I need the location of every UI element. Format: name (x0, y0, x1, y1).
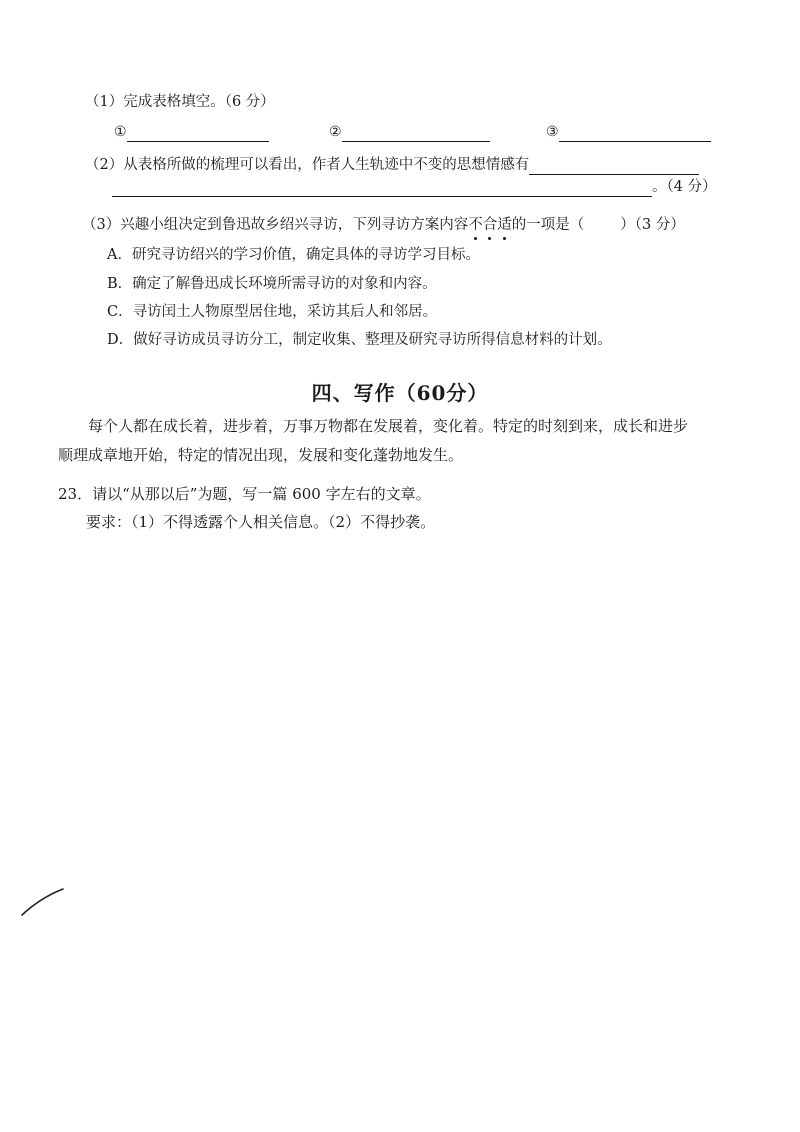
emphasis-char-2: 合 (482, 217, 498, 233)
question-3-suffix-a: 的一项是（ (511, 217, 585, 233)
question-1-text: （1）完成表格填空。（6 分） (85, 94, 275, 110)
question-3-suffix-b: ）（3 分） (620, 217, 685, 233)
option-c: C．寻访闰土人物原型居住地，采访其后人和邻居。 (107, 304, 438, 320)
emphasis-char-1: 不 (468, 217, 483, 233)
option-d: D．做好寻访成员寻访分工，制定收集、整理及研究寻访所得信息材料的计划。 (107, 332, 612, 348)
blank-2-marker: ② (329, 124, 342, 140)
section-title: 四、写作（60分） (311, 381, 489, 405)
question-23: 23．请以“从那以后”为题，写一篇 600 字左右的文章。 (58, 485, 431, 503)
blank-1-marker: ① (114, 124, 127, 140)
writing-intro-line-1: 每个人都在成长着，进步着，万事万物都在发展着，变化着。特定的时刻到来，成长和进步 (88, 417, 689, 435)
blank-3-marker: ③ (546, 124, 559, 140)
question-2-tail: 。（4 分） (652, 179, 717, 195)
writing-requirements: 要求：（1）不得透露个人相关信息。（2）不得抄袭。 (86, 513, 436, 531)
question-2-text: （2）从表格所做的梳理可以看出，作者人生轨迹中不变的思想情感有 (85, 157, 530, 173)
question-3-prefix: （3）兴趣小组决定到鲁迅故乡绍兴寻访，下列寻访方案内容 (82, 217, 469, 233)
option-b: B．确定了解鲁迅成长环境所需寻访的对象和内容。 (107, 276, 437, 292)
emphasis-char-3: 适 (497, 217, 512, 233)
option-a: A．研究寻访绍兴的学习价值，确定具体的寻访学习目标。 (107, 247, 480, 263)
writing-intro-line-2: 顺理成章地开始，特定的情况出现，发展和变化蓬勃地发生。 (58, 446, 464, 464)
